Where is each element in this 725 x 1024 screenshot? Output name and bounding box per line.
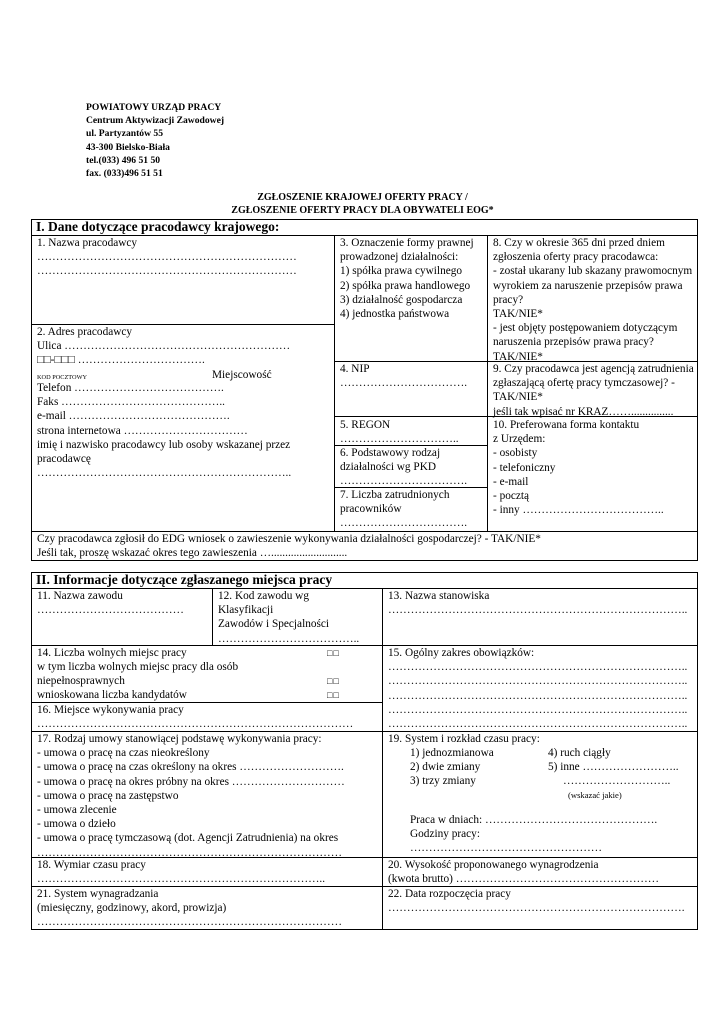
- header-line: Centrum Aktywizacji Zawodowej: [86, 115, 225, 127]
- work-system-option[interactable]: 2) dwie zmiany: [410, 761, 481, 773]
- field-penalties[interactable]: 8. Czy w okresie 365 dni przed dniem zgłoszenia oferty pracy pracodawca: - został ukarany lub skazany prawomocnym wyrokiem za naruszenie przepisów prawa pracy? TAK/NIE* - jest objęty postępowaniem dotyczącym naruszenia przepisów prawa pracy? TAK/NIE*: [493, 237, 693, 363]
- header-line: ul. Partyzantów 55: [86, 128, 164, 140]
- work-system-option[interactable]: 5) inne ……………………..: [548, 761, 679, 773]
- header-line: POWIATOWY URZĄD PRACY: [86, 102, 222, 113]
- field-nip[interactable]: 4. NIP …………………………….: [340, 363, 468, 390]
- section1-title: I. Dane dotyczące pracodawcy krajowego:: [36, 219, 280, 234]
- field-employer-address[interactable]: 2. Adres pracodawcy Ulica …………………………………………………… □□-□□□ …………………………….: [37, 326, 291, 367]
- header-line: tel.(033) 496 51 50: [86, 154, 161, 166]
- field-start-date[interactable]: 22. Data rozpoczęcia pracy …………………………………………………………………….: [388, 888, 685, 915]
- field-pkd[interactable]: 6. Podstawowy rodzaj działalności wg PKD …………………………….: [340, 447, 468, 488]
- work-system-hint: (wskazać jakie): [568, 790, 622, 800]
- field-contact-form[interactable]: 10. Preferowana forma kontaktu z Urzędem: - osobisty - telefoniczny - e-mail - pocztą - inny ………………………………..: [493, 419, 664, 517]
- field-regon[interactable]: 5. REGON …………………………..: [340, 419, 459, 446]
- work-system-other-line[interactable]: ………………………..: [563, 775, 671, 787]
- field-vacancies-disabled[interactable]: w tym liczba wolnych miejsc pracy dla osób niepełnosprawnych: [37, 661, 239, 688]
- postal-code-label: KOD POCZTOWY: [37, 374, 88, 381]
- field-contract-type[interactable]: 17. Rodzaj umowy stanowiącej podstawę wykonywania pracy: - umowa o pracę na czas nieokreślony - umowa o pracę na czas określony na okres ………………………. - umowa o pracę na okres próbny na okres ………………………… - umowa o pracę na zastępstwo - umowa zlecenie - umowa o dzieło - umowa o pracę tymczasową (dot. Agencji Zatrudnienia) na okres ………………………………………………………………………: [37, 733, 345, 859]
- field-occupation-code[interactable]: 12. Kod zawodu wg Klasyfikacji Zawodów i Specjalności ………………………………..: [218, 590, 360, 645]
- digit-boxes[interactable]: □□: [327, 648, 340, 658]
- form-title-1: ZGŁOSZENIE KRAJOWEJ OFERTY PRACY /: [257, 192, 468, 203]
- form-title-2: ZGŁOSZENIE OFERTY PRACY DLA OBYWATELI EOG*: [231, 205, 494, 216]
- field-work-days-hours[interactable]: Praca w dniach: ………………………………………. Godziny pracy: ……………………………………………: [410, 814, 658, 855]
- section2-title: II. Informacje dotyczące zgłaszanego miejsca pracy: [36, 572, 333, 587]
- field-duties[interactable]: 15. Ogólny zakres obowiązków: …………………………………………………………………….. …………………………………………………………………….. …………………………………………………………………….. …………………………………………………………………….. ……………………………………………………………………..: [388, 647, 688, 731]
- office-header: [86, 101, 224, 180]
- city-label: Miejscowość: [212, 369, 272, 381]
- field-edg-suspension[interactable]: Czy pracodawca zgłosił do EDG wniosek o zawieszenie wykonywania działalności gospodarczej? - TAK/NIE* Jeśli tak, proszę wskazać okres tego zawieszenia …...........................: [37, 533, 541, 560]
- digit-boxes[interactable]: □□: [327, 690, 340, 700]
- field-work-system[interactable]: 19. System i rozkład czasu pracy:: [388, 733, 540, 745]
- field-working-time[interactable]: 18. Wymiar czasu pracy …………………………………………………………………..: [37, 859, 326, 886]
- header-line: fax. (033)496 51 51: [86, 168, 163, 180]
- field-vacancies[interactable]: 14. Liczba wolnych miejsc pracy: [37, 647, 187, 659]
- field-agency[interactable]: 9. Czy pracodawca jest agencją zatrudnienia zgłaszającą ofertę pracy tymczasowej? - TAK/NIE* jeśli tak wpisać nr KRAZ……...............: [493, 363, 694, 418]
- field-workplace[interactable]: 16. Miejsce wykonywania pracy …………………………………………………………………………: [37, 704, 354, 731]
- field-salary[interactable]: 20. Wysokość proponowanego wynagrodzenia (kwota brutto) ………………………………………………: [388, 859, 660, 886]
- work-system-option[interactable]: 1) jednozmianowa: [410, 747, 494, 759]
- field-candidates[interactable]: wnioskowana liczba kandydatów: [37, 689, 187, 701]
- field-legal-form[interactable]: 3. Oznaczenie formy prawnej prowadzonej działalności: 1) spółka prawa cywilnego 2) spółka prawa handlowego 3) działalność gospodarcza 4) jednostka państwowa: [340, 237, 474, 321]
- field-employer-name[interactable]: 1. Nazwa pracodawcy …………………………………………………………… ……………………………………………………………: [37, 237, 297, 278]
- field-employee-count[interactable]: 7. Liczba zatrudnionych pracowników …………………………….: [340, 489, 468, 530]
- work-system-option[interactable]: 4) ruch ciągły: [548, 747, 611, 759]
- header-line: 43-300 Bielsko-Biała: [86, 141, 170, 153]
- digit-boxes[interactable]: □□: [327, 676, 340, 686]
- work-system-option[interactable]: 3) trzy zmiany: [410, 775, 476, 787]
- field-employer-contacts[interactable]: Telefon …………………………………. Faks …………………………………….. e-mail ……………………………………. strona internetowa …………………………… imię i nazwisko pracodawcy lub osoby wskazanej przez pracodawcę …………………………………………………………..: [37, 382, 292, 480]
- field-position-name[interactable]: 13. Nazwa stanowiska ……………………………………………………………………..: [388, 590, 688, 617]
- field-pay-system[interactable]: 21. System wynagradzania (miesięczny, godzinowy, akord, prowizja) ………………………………………………………………………: [37, 888, 343, 929]
- field-occupation-name[interactable]: 11. Nazwa zawodu …………………………………: [37, 590, 184, 617]
